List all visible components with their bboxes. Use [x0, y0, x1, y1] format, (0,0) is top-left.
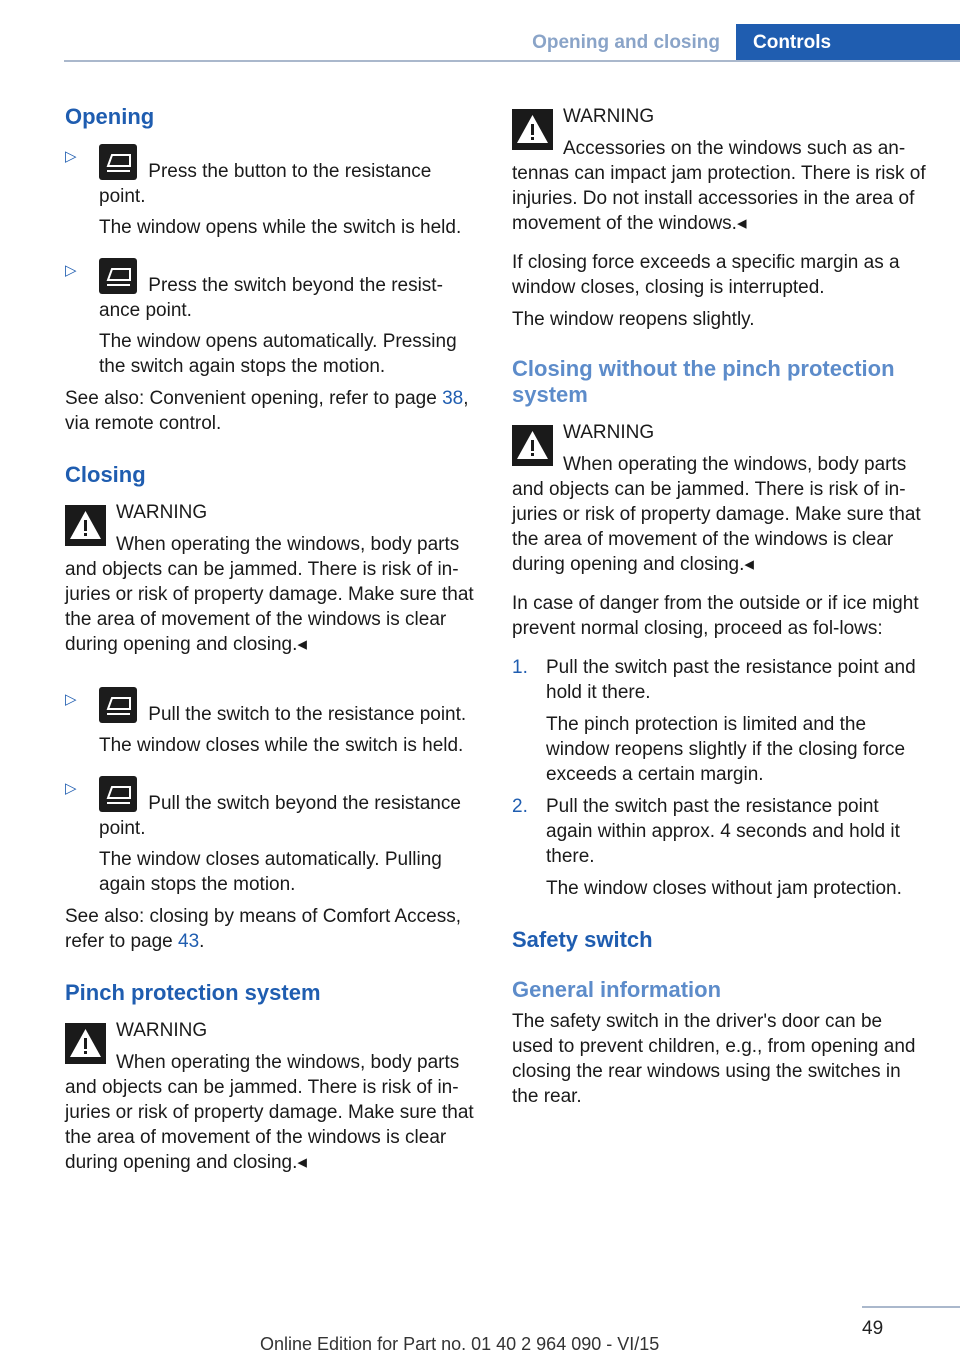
footer-rule: [862, 1306, 960, 1308]
warning-label: WARNING: [563, 106, 655, 127]
opening-item-2: [65, 258, 481, 379]
opening-item-2-sub: The window opens automatically. Pressing the switch again stops the motion.: [99, 331, 457, 377]
closing-item-2: [65, 776, 481, 897]
triangle-bullet-icon: ▷: [65, 691, 77, 708]
page-link-43[interactable]: 43: [178, 931, 200, 952]
no-pinch-warning: [512, 420, 928, 577]
window-switch-icon: [99, 776, 137, 812]
closing-item-2-sub: The window closes automatically. Pulling again stops the motion.: [99, 849, 442, 895]
reopens-paragraph: The window reopens slightly.: [512, 309, 755, 330]
right-column: [512, 100, 928, 1109]
no-pinch-warning-text: When operating the windows, body parts and objects can be jammed. There is risk of in-juries or risk of property damage. Make sure that the area of movement of the windows is clear during opening and closing.◂: [512, 454, 921, 575]
warning-icon: [65, 505, 106, 546]
page-number: 49: [862, 1318, 884, 1339]
opening-see-also-text: See also: Convenient opening, refer to page: [65, 388, 443, 409]
closing-item-1: [65, 687, 481, 758]
opening-item-2-text: [99, 258, 481, 323]
closing-see-also-tail: .: [199, 931, 205, 952]
general-info-text: The safety switch in the driver's door can be used to prevent children, e.g., from opening and closing the rear windows using the switches in the rear.: [512, 1011, 916, 1107]
page-link-38[interactable]: 38: [442, 388, 464, 409]
window-switch-icon: [99, 144, 137, 180]
step-1-text: Pull the switch past the resistance point and hold it there.: [546, 657, 916, 703]
triangle-bullet-icon: ▷: [65, 780, 77, 797]
danger-paragraph: In case of danger from the outside or if ice might prevent normal closing, proceed as fol-lows:: [512, 593, 919, 639]
opening-item-2-label: Press the switch beyond the resist-ance point.: [99, 275, 443, 321]
left-column: [65, 100, 481, 1175]
header-section-title: Opening and closing: [532, 32, 720, 53]
step-2-text: Pull the switch past the resistance point again within approx. 4 seconds and hold it there.: [546, 796, 900, 867]
pinch-warning: [65, 1018, 481, 1175]
closing-force-paragraph: If closing force exceeds a specific margin as a window closes, closing is interrupted.: [512, 252, 900, 298]
warning-label: WARNING: [116, 1020, 208, 1041]
opening-heading: Opening: [65, 104, 155, 129]
closing-item-1-label: Pull the switch to the resistance point.: [143, 704, 467, 725]
step-2: [512, 794, 928, 901]
window-switch-icon: [99, 687, 137, 723]
warning-icon: [512, 109, 553, 150]
opening-item-1-label: Press the button to the resistance point.: [99, 161, 432, 207]
closing-heading: Closing: [65, 462, 146, 487]
closing-item-1-text: [99, 687, 481, 727]
step-1-number: 1.: [512, 657, 528, 678]
closing-item-1-sub: The window closes while the switch is held.: [99, 735, 464, 756]
header-chapter-label: Controls: [753, 32, 832, 53]
closing-see-also: [65, 904, 481, 954]
opening-see-also: [65, 386, 481, 436]
closing-see-also-text: See also: closing by means of Comfort Access, refer to page: [65, 906, 462, 952]
no-pinch-heading: Closing without the pinch protection system: [512, 356, 895, 407]
closing-item-2-text: [99, 776, 481, 841]
step-1-sub: The pinch protection is limited and the window reopens slightly if the closing force exceeds a certain margin.: [546, 714, 906, 785]
closing-warning: [65, 500, 481, 657]
triangle-bullet-icon: ▷: [65, 262, 77, 279]
closing-item-2-label: Pull the switch beyond the resistance point.: [99, 793, 461, 839]
safety-switch-heading: Safety switch: [512, 927, 653, 952]
edition-footer: Online Edition for Part no. 01 40 2 964 090 - VI/15: [260, 1334, 660, 1354]
general-info-heading: General information: [512, 977, 722, 1002]
window-switch-icon: [99, 258, 137, 294]
warning-icon: [512, 425, 553, 466]
triangle-bullet-icon: ▷: [65, 148, 77, 165]
step-2-sub: The window closes without jam protection.: [546, 878, 902, 899]
closing-warning-text: When operating the windows, body parts and objects can be jammed. There is risk of in-juries or risk of property damage. Make sure that the area of movement of the windows is clear during opening and closing.◂: [65, 534, 474, 655]
step-2-number: 2.: [512, 796, 528, 817]
pinch-heading: Pinch protection system: [65, 980, 321, 1005]
header-rule: [64, 60, 960, 62]
warning-icon: [65, 1023, 106, 1064]
warning-label: WARNING: [563, 422, 655, 443]
opening-see-also-tail: , via remote control.: [65, 388, 469, 434]
opening-item-1-text: [99, 144, 481, 209]
opening-item-1: [65, 144, 481, 240]
step-1: [512, 655, 928, 787]
opening-item-1-sub: The window opens while the switch is held.: [99, 217, 462, 238]
pinch-warning-text: When operating the windows, body parts and objects can be jammed. There is risk of in-juries or risk of property damage. Make sure that the area of movement of the windows is clear during opening and closing.◂: [65, 1052, 474, 1173]
warning-label: WARNING: [116, 502, 208, 523]
accessories-warning: [512, 104, 928, 236]
header-chapter-tab: [736, 24, 960, 62]
accessories-warning-text: Accessories on the windows such as an-tennas can impact jam protection. There is risk of injuries. Do not install accessories in the area of movement of the windows.◂: [512, 138, 926, 234]
